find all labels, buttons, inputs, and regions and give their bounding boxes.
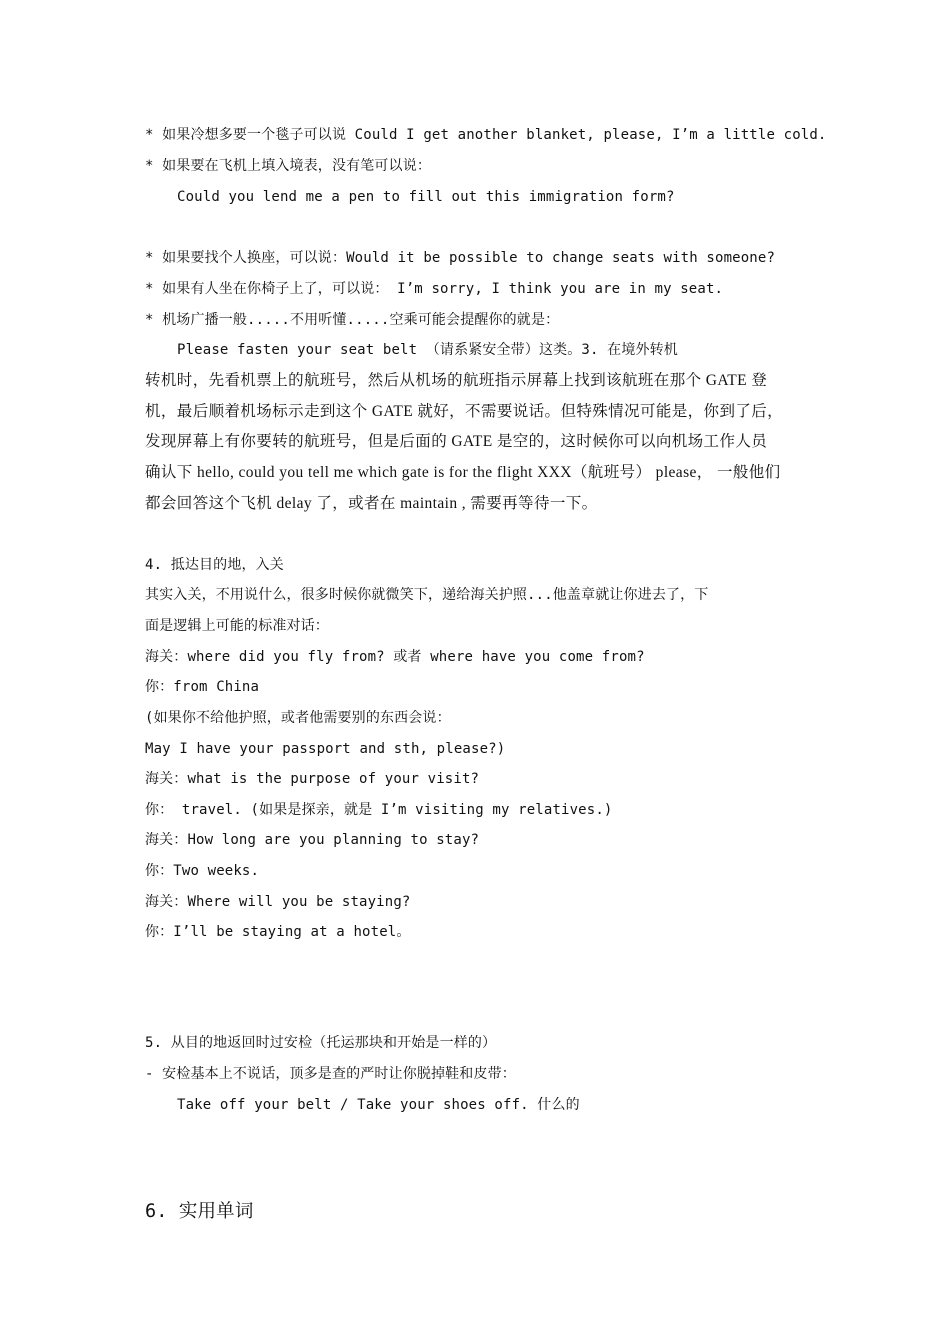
text-line-arrival-1: 其实入关，不用说什么，很多时候你就微笑下，递给海关护照...他盖章就让你进去了，下: [145, 587, 709, 603]
dialog-line-no-passport: (如果你不给他护照，或者他需要别的东西会说：: [145, 710, 451, 726]
dialog-line-fly-from: 海关：where did you fly from? 或者 where have you come from?: [145, 649, 645, 665]
dialog-line-purpose: 海关：what is the purpose of your visit?: [145, 771, 480, 787]
dialog-line-china: 你：from China: [145, 679, 260, 695]
text-line-blanket: * 如果冷想多要一个毯子可以说 Could I get another blanket, please, I’m a little cold.: [145, 127, 827, 143]
text-line-arrival-2: 面是逻辑上可能的标准对话：: [145, 618, 329, 634]
dialog-line-hotel: 你：I’ll be staying at a hotel。: [145, 924, 411, 940]
dialog-line-how-long: 海关：How long are you planning to stay?: [145, 832, 480, 848]
section-heading-vocabulary: 6. 实用单词: [145, 1201, 254, 1222]
text-line-security-1: - 安检基本上不说话，顶多是查的严时让你脱掉鞋和皮带：: [145, 1066, 516, 1082]
dialog-line-travel: 你： travel. (如果是探亲，就是 I’m visiting my relatives.): [145, 802, 613, 818]
text-line-no-pen: * 如果要在飞机上填入境表，没有笔可以说：: [145, 158, 432, 174]
dialog-line-passport: May I have your passport and sth, please?): [145, 741, 506, 757]
text-line-my-seat: * 如果有人坐在你椅子上了，可以说： I’m sorry, I think you are in my seat.: [145, 281, 724, 297]
dialog-line-where-staying: 海关：Where will you be staying?: [145, 894, 411, 910]
text-line-transfer-2: 机，最后顺着机场标示走到这个 GATE 就好，不需要说话。但特殊情况可能是，你到了后，: [145, 403, 784, 420]
text-line-seat-belt: Please fasten your seat belt （请系紧安全带）这类。3. 在境外转机: [177, 342, 678, 358]
text-line-change-seats: * 如果要找个人换座，可以说：Would it be possible to change seats with someone?: [145, 250, 776, 266]
text-line-broadcast: * 机场广播一般.....不用听懂.....空乘可能会提醒你的就是：: [145, 312, 560, 328]
section-heading-security: 5. 从目的地返回时过安检（托运那块和开始是一样的）: [145, 1035, 497, 1051]
text-line-transfer-3: 发现屏幕上有你要转的航班号，但是后面的 GATE 是空的，这时候你可以向机场工作人员: [145, 433, 768, 450]
text-line-transfer-5: 都会回答这个飞机 delay 了，或者在 maintain , 需要再等待一下。: [145, 495, 598, 512]
text-line-transfer-4: 确认下 hello, could you tell me which gate is for the flight XXX（航班号） please， 一般他们: [145, 464, 781, 481]
text-line-security-2: Take off your belt / Take your shoes off. 什么的: [177, 1097, 580, 1113]
dialog-line-two-weeks: 你：Two weeks.: [145, 863, 260, 879]
text-line-lend-pen: Could you lend me a pen to fill out this immigration form?: [177, 189, 675, 205]
text-line-transfer-1: 转机时，先看机票上的航班号，然后从机场的航班指示屏幕上找到该航班在那个 GATE 登: [145, 372, 768, 389]
section-heading-arrival: 4. 抵达目的地，入关: [145, 557, 284, 573]
